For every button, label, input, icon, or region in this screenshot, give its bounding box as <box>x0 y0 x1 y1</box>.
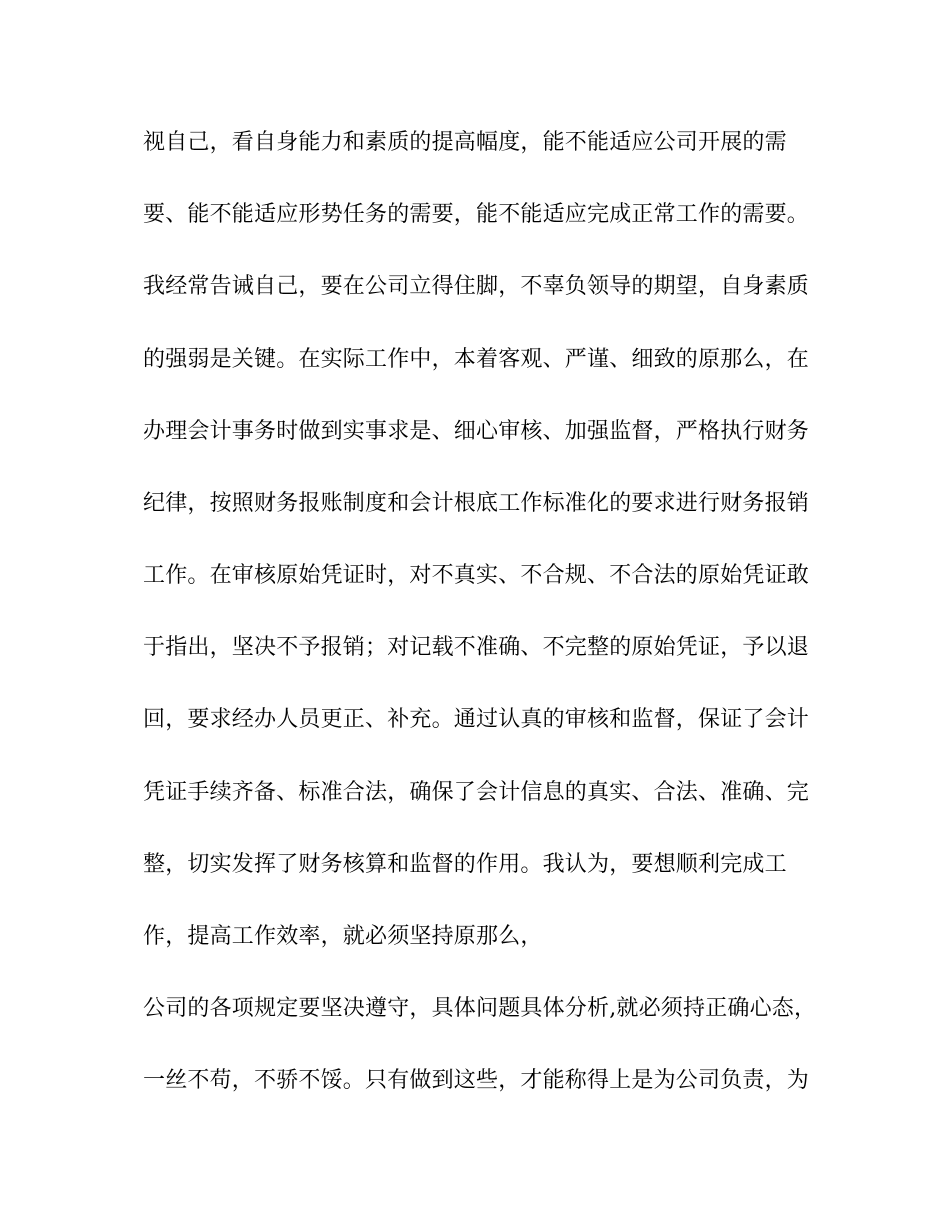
text-line-1: 视自己，看自身能力和素质的提高幅度，能不能适应公司开展的需 <box>143 130 787 155</box>
text-line-5: 办理会计事务时做到实事求是、细心审核、加强监督，严格执行财务 <box>143 419 810 444</box>
text-line-8: 于指出，坚决不予报销；对记载不准确、不完整的原始凭证，予以退 <box>143 635 810 660</box>
text-line-9: 回，要求经办人员更正、补充。通过认真的审核和监督，保证了会计 <box>143 707 810 732</box>
text-line-11: 整，切实发挥了财务核算和监督的作用。我认为，要想顺利完成工 <box>143 852 787 877</box>
text-line-4: 的强弱是关键。在实际工作中，本着客观、严谨、细致的原那么，在 <box>143 347 810 372</box>
text-line-14: 一丝不苟，不骄不馁。只有做到这些，才能称得上是为公司负责，为 <box>143 1068 810 1093</box>
text-line-13: 公司的各项规定要坚决遵守，具体问题具体分析,就必须持正确心态， <box>143 996 817 1021</box>
text-line-6: 纪律，按照财务报账制度和会计根底工作标准化的要求进行财务报销 <box>143 491 810 516</box>
text-line-2: 要、能不能适应形势任务的需要，能不能适应完成正常工作的需要。 <box>143 202 810 227</box>
text-line-12: 作，提高工作效率，就必须坚持原那么， <box>143 924 543 949</box>
text-line-3: 我经常告诫自己，要在公司立得住脚，不辜负领导的期望，自身素质 <box>143 274 810 299</box>
text-line-10: 凭证手续齐备、标准合法，确保了会计信息的真实、合法、准确、完 <box>143 780 810 805</box>
text-line-7: 工作。在审核原始凭证时，对不真实、不合规、不合法的原始凭证敢 <box>143 563 810 588</box>
